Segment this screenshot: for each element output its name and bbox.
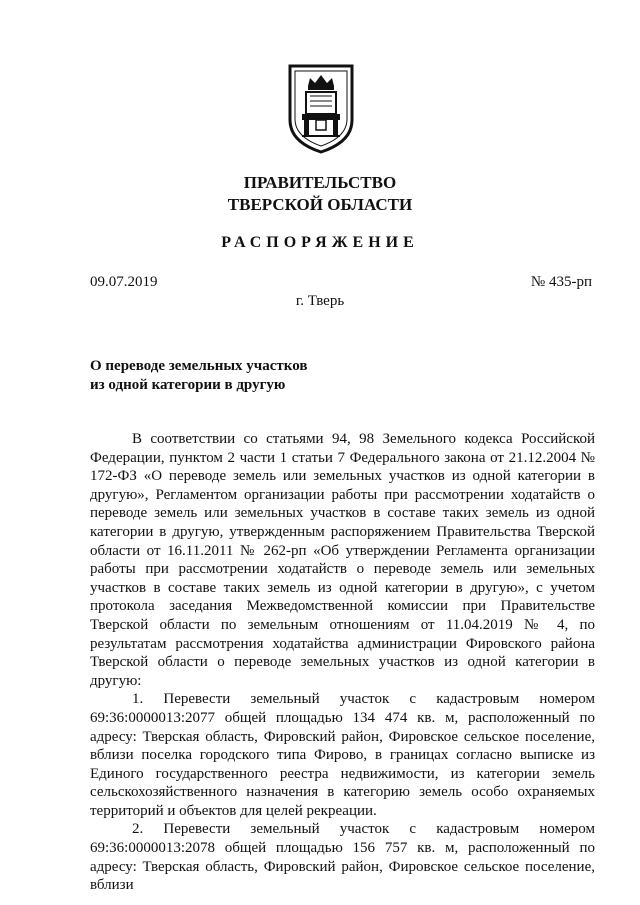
coat-of-arms-emblem [286,62,356,156]
document-body [90,430,595,895]
clause-1-paragraph: 1. Перевести земельный участок с кадастровым номером 69:36:0000013:2077 общей площадью 134 474 кв. м, расположенный по адресу: Тверская область, Фировский район, Фировское сельское поселение, вблизи поселка городского типа Фирово, в границах согласно выписке из Единого государственного реестра недвижимости, из категории земель сельскохозяйственного назначения в категорию земель особо охраняемых территорий и объектов для целей рекреации. [90,691,595,819]
document-date: 09.07.2019 [90,274,158,290]
document-type: РАСПОРЯЖЕНИЕ [221,234,419,251]
document-subject [90,357,307,395]
document-number: № 435-рп [530,274,592,290]
document-city: г. Тверь [295,293,345,309]
preamble-paragraph: В соответствии со статьями 94, 98 Земельного кодекса Российской Федерации, пунктом 2 части 1 статьи 7 Федерального закона от 21.12.2004 № 172-ФЗ «О переводе земель или земельных участков из одной категории в другую», Регламентом организации работы при рассмотрении ходатайств о переводе земель или земельных участков в составе таких земель из одной категории в другую, утвержденным распоряжением Правительства Тверской области от 16.11.2011 № 262-рп «Об утверждении Регламента организации работы при рассмотрении ходатайств о переводе земель или земельных участков в составе таких земель из одной категории в другую», с учетом протокола заседания Межведомственной комиссии при Правительстве Тверской области по земельным отношениям от 11.04.2019 № 4, по результатам рассмотрения ходатайства администрации Фировского района Тверской области о переводе земельных участков из одной категории в другую: [90,431,595,689]
subject-line-2: из одной категории в другую [90,377,286,393]
authority-line-2: ТВЕРСКОЙ ОБЛАСТИ [227,195,413,214]
issuing-authority [0,172,640,216]
authority-line-1: ПРАВИТЕЛЬСТВО [243,173,397,192]
subject-line-1: О переводе земельных участков [90,358,308,374]
clause-2-paragraph: 2. Перевести земельный участок с кадастровым номером 69:36:0000013:2078 общей площадью 156 757 кв. м, расположенный по адресу: Тверская область, Фировский район, Фировское сельское поселение, вблизи [90,821,595,894]
